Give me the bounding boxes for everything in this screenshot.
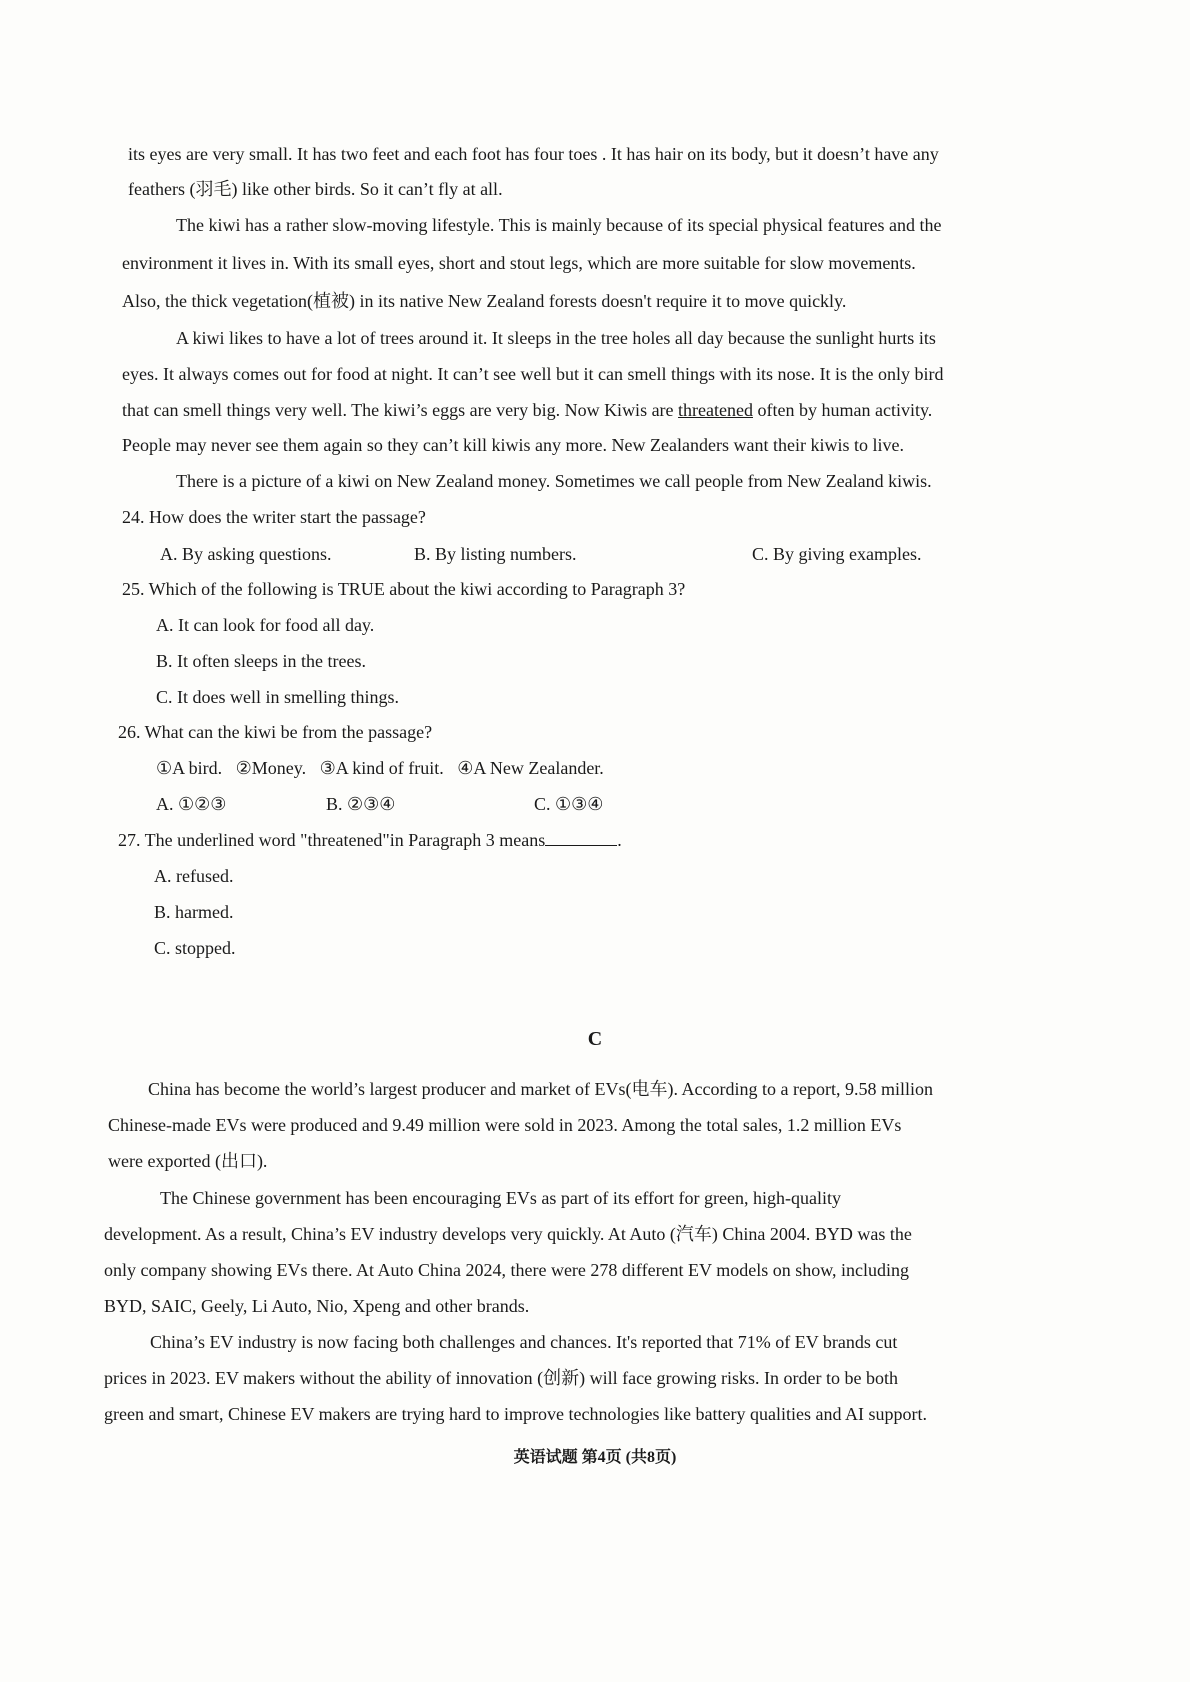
passage-line: feathers (羽毛) like other birds. So it can’t fly at all. — [128, 179, 503, 199]
passage-line: environment it lives in. With its small eyes, short and stout legs, which are more suitable for slow movements. — [122, 253, 916, 273]
passage-line: BYD, SAIC, Geely, Li Auto, Nio, Xpeng and other brands. — [104, 1296, 530, 1316]
passage-text: that can smell things very well. The kiwi’s eggs are very big. Now Kiwis are — [122, 400, 679, 420]
question-25-stem: 25. Which of the following is TRUE about the kiwi according to Paragraph 3? — [122, 579, 686, 599]
passage-line: China has become the world’s largest producer and market of EVs(电车). According to a report, 9.58 million — [148, 1079, 933, 1099]
passage-line: The kiwi has a rather slow-moving lifestyle. This is mainly because of its special physical features and the — [176, 215, 942, 235]
q24-option-b: B. By listing numbers. — [414, 544, 577, 564]
passage-line: prices in 2023. EV makers without the ability of innovation (创新) will face growing risks. In order to be both — [104, 1368, 899, 1388]
passage-line: There is a picture of a kiwi on New Zealand money. Sometimes we call people from New Zealand kiwis. — [176, 471, 932, 491]
question-26-stem: 26. What can the kiwi be from the passage? — [118, 722, 433, 742]
q26-option-a: A. ①②③ — [156, 794, 227, 814]
passage-line: Also, the thick vegetation(植被) in its native New Zealand forests doesn't require it to move quickly. — [122, 291, 847, 311]
q25-option-c: C. It does well in smelling things. — [156, 687, 399, 707]
passage-line: A kiwi likes to have a lot of trees around it. It sleeps in the tree holes all day because the sunlight hurts its — [176, 328, 936, 348]
q24-option-c: C. By giving examples. — [752, 544, 922, 564]
q25-option-a: A. It can look for food all day. — [156, 615, 375, 635]
question-27-stem: 27. The underlined word "threatened"in Paragraph 3 means — [118, 830, 546, 850]
question-27: 27. The underlined word "threatened"in Paragraph 3 means . — [118, 830, 622, 850]
underlined-word: threatened — [678, 400, 753, 420]
passage-line: Chinese-made EVs were produced and 9.49 million were sold in 2023. Among the total sales, 1.2 million EVs — [108, 1115, 902, 1135]
passage-line: green and smart, Chinese EV makers are trying hard to improve technologies like battery qualities and AI support. — [104, 1404, 927, 1424]
passage-text: often by human activity. — [753, 400, 933, 420]
q26-items: ①A bird. ②Money. ③A kind of fruit. ④A New Zealander. — [156, 758, 604, 778]
question-24-stem: 24. How does the writer start the passage? — [122, 507, 426, 527]
passage-line: People may never see them again so they can’t kill kiwis any more. New Zealanders want their kiwis to live. — [122, 435, 904, 455]
passage-line: its eyes are very small. It has two feet and each foot has four toes . It has hair on its body, but it doesn’t have any — [128, 144, 939, 164]
q25-option-b: B. It often sleeps in the trees. — [156, 651, 366, 671]
q27-option-b: B. harmed. — [154, 902, 234, 922]
passage-line: China’s EV industry is now facing both challenges and chances. It's reported that 71% of EV brands cut — [150, 1332, 898, 1352]
answer-blank — [545, 829, 617, 846]
q27-option-c: C. stopped. — [154, 938, 236, 958]
passage-line: The Chinese government has been encouraging EVs as part of its effort for green, high-quality — [160, 1188, 841, 1208]
page-footer: 英语试题 第4页 (共8页) — [513, 1449, 677, 1466]
q26-option-b: B. ②③④ — [326, 794, 396, 814]
passage-line — [122, 398, 932, 422]
section-heading-c: C — [587, 1028, 603, 1050]
q24-option-a: A. By asking questions. — [160, 544, 332, 564]
q27-option-a: A. refused. — [154, 866, 234, 886]
q26-option-c: C. ①③④ — [534, 794, 604, 814]
passage-line: were exported (出口). — [108, 1151, 268, 1171]
passage-line: eyes. It always comes out for food at night. It can’t see well but it can smell things with its nose. It is the only bird — [122, 364, 944, 384]
passage-line: development. As a result, China’s EV industry develops very quickly. At Auto (汽车) China 2004. BYD was the — [104, 1224, 912, 1244]
passage-line: only company showing EVs there. At Auto China 2024, there were 278 different EV models on show, including — [104, 1260, 910, 1280]
